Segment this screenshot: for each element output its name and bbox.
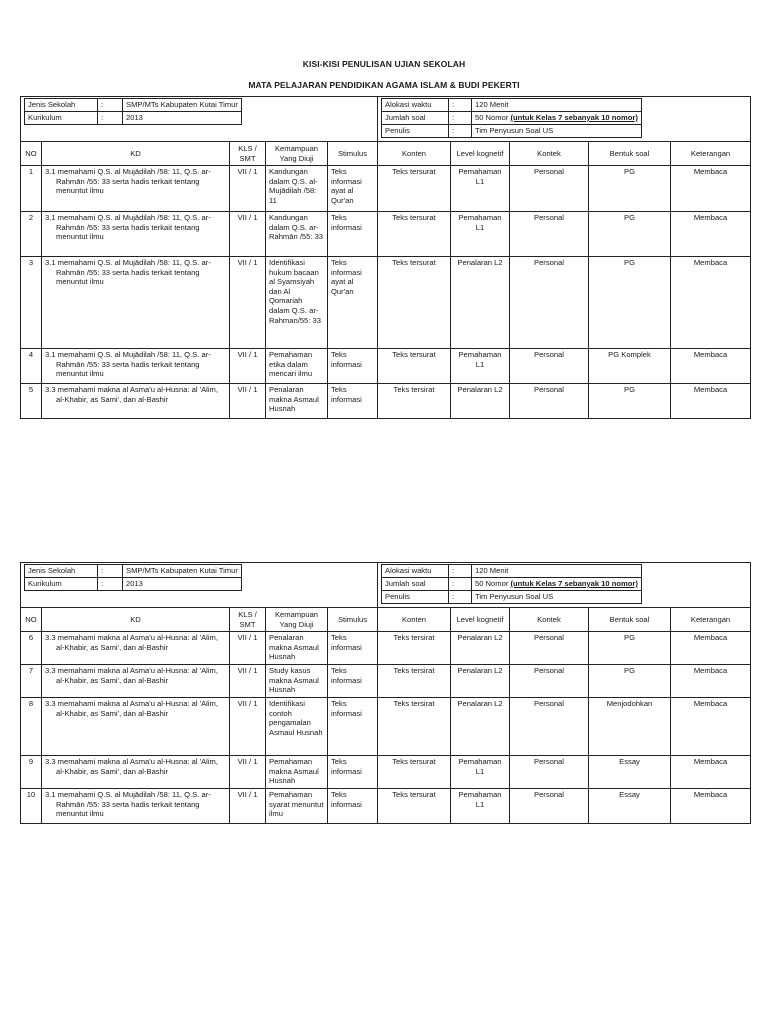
col-stimulus: Stimulus — [328, 608, 378, 632]
document-title: KISI-KISI PENULISAN UJIAN SEKOLAH — [302, 59, 466, 69]
table-row — [21, 384, 751, 419]
row-kemampuan: Kandungan dalam Q.S. ar-Rahmān /55: 33 — [266, 212, 328, 257]
sep: : — [98, 565, 123, 578]
row-level: Penalaran L2 — [451, 665, 510, 698]
row-konten: Teks tersurat — [378, 166, 451, 212]
row-kemampuan: Study kasus makna Asmaul Husnah — [266, 665, 328, 698]
col-kemampuan: Kemampuan Yang Diuji — [266, 142, 328, 166]
sep: : — [449, 99, 472, 112]
row-bentuk: PG — [589, 665, 671, 698]
row-bentuk: PG — [589, 166, 671, 212]
row-kd: 3.3 memahami makna al Asma'u al-Husna: al 'Alim, al-Khabir, as Sami', dan al-Bashir — [42, 756, 230, 789]
table-row — [21, 789, 751, 824]
row-bentuk: PG — [589, 384, 671, 419]
row-kontek: Personal — [510, 756, 589, 789]
jumlah-note: (untuk Kelas 7 sebanyak 10 nomor) — [510, 579, 638, 588]
row-level: Pemahaman L1 — [451, 212, 510, 257]
table-row — [21, 257, 751, 349]
penulis-label: Penulis — [382, 591, 449, 604]
row-stimulus: Teks informasi — [328, 212, 378, 257]
row-kemampuan: Pemahaman etika dalam mencari ilmu — [266, 349, 328, 384]
column-header-row — [21, 142, 751, 166]
jumlah-label: Jumlah soal — [382, 112, 449, 125]
school-info-cell — [21, 97, 378, 142]
jenis-value: SMP/MTs Kabupaten Kutai Timur — [123, 565, 242, 578]
row-kemampuan: Penalaran makna Asmaul Husnah — [266, 384, 328, 419]
row-kls: VII / 1 — [230, 257, 266, 349]
row-kd: 3.3 memahami makna al Asma'u al-Husna: al 'Alim, al-Khabir, as Sami', dan al-Bashir — [42, 665, 230, 698]
table-row — [21, 212, 751, 257]
row-no: 5 — [21, 384, 42, 419]
row-bentuk: PG — [589, 257, 671, 349]
row-kontek: Personal — [510, 349, 589, 384]
sep: : — [449, 125, 472, 138]
row-kd: 3.1 memahami Q.S. al Mujādilah /58: 11, Q.S. ar-Rahmān /55: 33 serta hadis terkait tentang menuntut ilmu — [42, 212, 230, 257]
row-kls: VII / 1 — [230, 665, 266, 698]
col-kd: KD — [42, 608, 230, 632]
sep: : — [449, 565, 472, 578]
row-bentuk: Essay — [589, 789, 671, 824]
jumlah-value: 50 Nomor — [475, 113, 509, 122]
row-no: 4 — [21, 349, 42, 384]
col-keterangan: Keterangan — [671, 608, 751, 632]
jenis-label: Jenis Sekolah — [25, 99, 98, 112]
row-kontek: Personal — [510, 665, 589, 698]
row-kemampuan: Pemahaman makna Asmaul Husnah — [266, 756, 328, 789]
col-level: Level kognetif — [451, 608, 510, 632]
document-subtitle: MATA PELAJARAN PENDIDIKAN AGAMA ISLAM & BUDI PEKERTI — [248, 80, 520, 90]
table-row — [21, 665, 751, 698]
row-level: Penalaran L2 — [451, 632, 510, 665]
row-keterangan: Membaca — [671, 632, 751, 665]
row-kls: VII / 1 — [230, 698, 266, 756]
row-konten: Teks tersirat — [378, 665, 451, 698]
row-kls: VII / 1 — [230, 212, 266, 257]
row-level: Penalaran L2 — [451, 257, 510, 349]
row-kemampuan: Pemahaman syarat menuntut ilmu — [266, 789, 328, 824]
col-keterangan: Keterangan — [671, 142, 751, 166]
col-bentuk: Bentuk soal — [589, 608, 671, 632]
col-konten: Konten — [378, 608, 451, 632]
alokasi-label: Alokasi waktu — [382, 99, 449, 112]
kurikulum-label: Kurikulum — [25, 578, 98, 591]
penulis-label: Penulis — [382, 125, 449, 138]
col-no: NO — [21, 142, 42, 166]
col-kontek: Kontek — [510, 142, 589, 166]
col-kls: KLS / SMT — [230, 608, 266, 632]
row-kontek: Personal — [510, 789, 589, 824]
row-bentuk: PG — [589, 212, 671, 257]
row-keterangan: Membaca — [671, 789, 751, 824]
row-stimulus: Teks informasi — [328, 384, 378, 419]
column-header-row — [21, 608, 751, 632]
col-stimulus: Stimulus — [328, 142, 378, 166]
sep: : — [98, 99, 123, 112]
penulis-value: Tim Penyusun Soal US — [472, 125, 642, 138]
col-kd: KD — [42, 142, 230, 166]
row-kemampuan: Penalaran makna Asmaul Husnah — [266, 632, 328, 665]
kurikulum-value: 2013 — [123, 112, 242, 125]
table-row — [21, 166, 751, 212]
row-keterangan: Membaca — [671, 698, 751, 756]
sep: : — [98, 578, 123, 591]
penulis-value: Tim Penyusun Soal US — [472, 591, 642, 604]
row-level: Pemahaman L1 — [451, 789, 510, 824]
row-bentuk: PG Komplek — [589, 349, 671, 384]
row-keterangan: Membaca — [671, 257, 751, 349]
row-kd: 3.1 memahami Q.S. al Mujādilah /58: 11, Q.S. ar-Rahmān /55: 33 serta hadis terkait tentang menuntut ilmu — [42, 789, 230, 824]
row-keterangan: Membaca — [671, 665, 751, 698]
row-stimulus: Teks informasi ayat al Qur'an — [328, 166, 378, 212]
row-kls: VII / 1 — [230, 384, 266, 419]
row-kd: 3.3 memahami makna al Asma'u al-Husna: al 'Alim, al-Khabir, as Sami', dan al-Bashir — [42, 632, 230, 665]
row-kls: VII / 1 — [230, 166, 266, 212]
row-kemampuan: Kandungan dalam Q.S. al-Mujādilah /58: 11 — [266, 166, 328, 212]
row-level: Penalaran L2 — [451, 698, 510, 756]
table-row — [21, 756, 751, 789]
row-keterangan: Membaca — [671, 349, 751, 384]
row-konten: Teks tersurat — [378, 212, 451, 257]
row-stimulus: Teks informasi — [328, 789, 378, 824]
alokasi-value: 120 Menit — [472, 565, 642, 578]
row-no: 1 — [21, 166, 42, 212]
row-kd: 3.3 memahami makna al Asma'u al-Husna: al 'Alim, al-Khabir, as Sami', dan al-Bashir — [42, 698, 230, 756]
row-keterangan: Membaca — [671, 756, 751, 789]
row-kd: 3.1 memahami Q.S. al Mujādilah /58: 11, Q.S. ar-Rahmān /55: 33 serta hadis terkait tentang menuntut ilmu — [42, 257, 230, 349]
grid-table-1 — [20, 96, 751, 419]
col-kontek: Kontek — [510, 608, 589, 632]
row-no: 3 — [21, 257, 42, 349]
alokasi-label: Alokasi waktu — [382, 565, 449, 578]
sep: : — [449, 112, 472, 125]
row-bentuk: Menjodohkan — [589, 698, 671, 756]
row-konten: Teks tersurat — [378, 349, 451, 384]
sep: : — [449, 578, 472, 591]
row-kls: VII / 1 — [230, 632, 266, 665]
sep: : — [98, 112, 123, 125]
row-kemampuan: Identifikasi hukum bacaan al Syamsiyah dan Al Qomariah dalam Q.S. ar-Rahman/55: 33 — [266, 257, 328, 349]
table-row — [21, 632, 751, 665]
table-2-body — [21, 632, 751, 824]
row-konten: Teks tersurat — [378, 257, 451, 349]
row-konten: Teks tersirat — [378, 384, 451, 419]
row-kd: 3.1 memahami Q.S. al Mujādilah /58: 11, Q.S. ar-Rahmān /55: 33 serta hadis terkait tentang menuntut ilmu — [42, 166, 230, 212]
jenis-label: Jenis Sekolah — [25, 565, 98, 578]
row-no: 2 — [21, 212, 42, 257]
row-no: 10 — [21, 789, 42, 824]
exam-info-cell — [378, 563, 751, 608]
row-level: Pemahaman L1 — [451, 349, 510, 384]
row-kd: 3.3 memahami makna al Asma'u al-Husna: al 'Alim, al-Khabir, as Sami', dan al-Bashir — [42, 384, 230, 419]
col-bentuk: Bentuk soal — [589, 142, 671, 166]
row-stimulus: Teks informasi — [328, 665, 378, 698]
row-stimulus: Teks informasi — [328, 756, 378, 789]
row-konten: Teks tersurat — [378, 756, 451, 789]
row-kontek: Personal — [510, 257, 589, 349]
row-keterangan: Membaca — [671, 212, 751, 257]
grid-table-2 — [20, 562, 751, 824]
row-kontek: Personal — [510, 166, 589, 212]
table-1-body — [21, 166, 751, 419]
row-kls: VII / 1 — [230, 789, 266, 824]
kurikulum-label: Kurikulum — [25, 112, 98, 125]
jumlah-label: Jumlah soal — [382, 578, 449, 591]
alokasi-value: 120 Menit — [472, 99, 642, 112]
row-kontek: Personal — [510, 384, 589, 419]
jumlah-note: (untuk Kelas 7 sebanyak 10 nomor) — [510, 113, 638, 122]
col-konten: Konten — [378, 142, 451, 166]
jenis-value: SMP/MTs Kabupaten Kutai Timur — [123, 99, 242, 112]
row-konten: Teks tersirat — [378, 698, 451, 756]
col-level: Level kognetif — [451, 142, 510, 166]
col-no: NO — [21, 608, 42, 632]
row-kontek: Personal — [510, 698, 589, 756]
school-info-cell — [21, 563, 378, 608]
row-no: 6 — [21, 632, 42, 665]
row-stimulus: Teks informasi ayat al Qur'an — [328, 257, 378, 349]
row-kls: VII / 1 — [230, 756, 266, 789]
row-level: Pemahaman L1 — [451, 166, 510, 212]
row-keterangan: Membaca — [671, 384, 751, 419]
table-row — [21, 349, 751, 384]
col-kemampuan: Kemampuan Yang Diuji — [266, 608, 328, 632]
row-no: 9 — [21, 756, 42, 789]
jumlah-value: 50 Nomor — [475, 579, 509, 588]
row-kd: 3.1 memahami Q.S. al Mujādilah /58: 11, Q.S. ar-Rahmān /55: 33 serta hadis terkait tentang menuntut ilmu — [42, 349, 230, 384]
exam-info-cell — [378, 97, 751, 142]
row-stimulus: Teks informasi — [328, 698, 378, 756]
row-kontek: Personal — [510, 212, 589, 257]
row-level: Penalaran L2 — [451, 384, 510, 419]
row-stimulus: Teks informasi — [328, 632, 378, 665]
row-no: 8 — [21, 698, 42, 756]
row-bentuk: PG — [589, 632, 671, 665]
row-stimulus: Teks informasi — [328, 349, 378, 384]
row-kls: VII / 1 — [230, 349, 266, 384]
kurikulum-value: 2013 — [123, 578, 242, 591]
sep: : — [449, 591, 472, 604]
row-keterangan: Membaca — [671, 166, 751, 212]
row-bentuk: Essay — [589, 756, 671, 789]
row-kemampuan: Identifikasi contoh pengamalan Asmaul Husnah — [266, 698, 328, 756]
row-konten: Teks tersirat — [378, 632, 451, 665]
col-kls: KLS / SMT — [230, 142, 266, 166]
table-row — [21, 698, 751, 756]
row-konten: Teks tersurat — [378, 789, 451, 824]
row-level: Pemahaman L1 — [451, 756, 510, 789]
row-kontek: Personal — [510, 632, 589, 665]
row-no: 7 — [21, 665, 42, 698]
